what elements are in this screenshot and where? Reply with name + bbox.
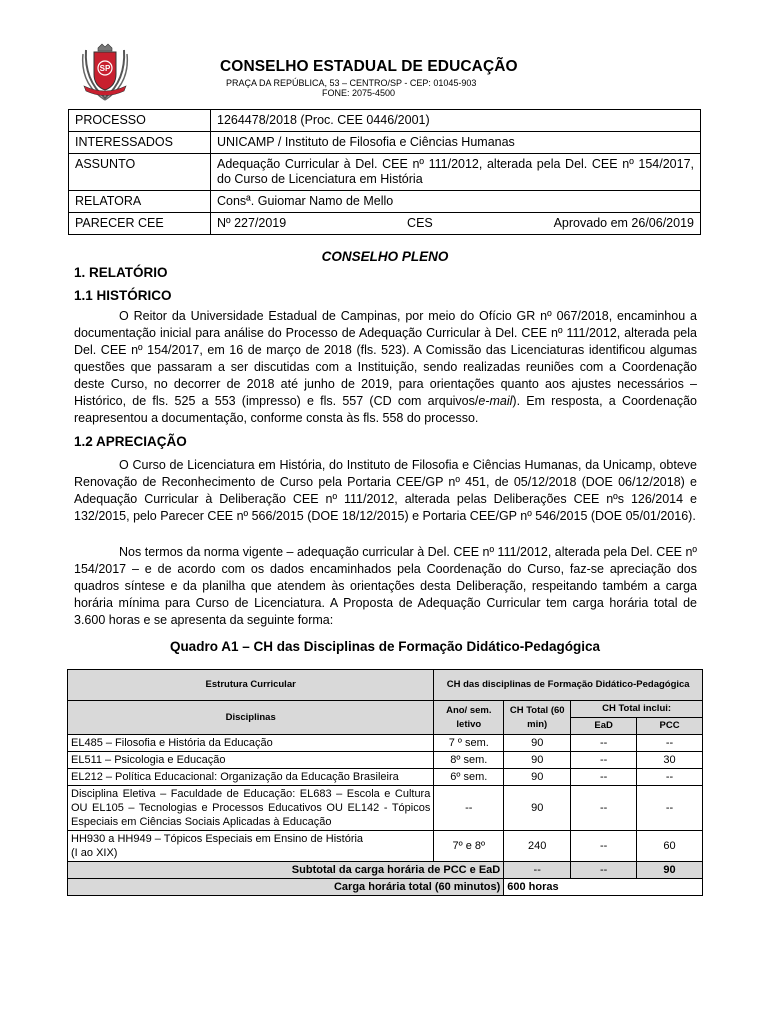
quadro-a1-title: Quadro A1 – CH das Disciplinas de Formação Didático-Pedagógica — [169, 639, 601, 654]
subtotal-label: Subtotal da carga horária de PCC e EaD — [68, 862, 504, 879]
svg-text:SP: SP — [99, 64, 111, 73]
subtotal-pcc: 90 — [637, 862, 703, 879]
table-row — [68, 769, 703, 786]
council-address: PRAÇA DA REPÚBLICA, 53 – CENTRO/SP - CEP: 01045-903 — [226, 78, 477, 88]
parecer-label: PARECER CEE — [69, 213, 211, 235]
council-phone: FONE: 2075-4500 — [322, 88, 396, 98]
disciplina-cell: Disciplina Eletiva – Faculdade de Educação: EL683 – Escola e Cultura OU EL105 – Tecnologias e Processos Educativos OU EL142 - Tópicos Especiais em Ciências Sociais Aplicadas à Educação — [68, 786, 434, 831]
relatorio-heading: 1. RELATÓRIO — [74, 265, 168, 280]
email-term: e-mail — [478, 394, 513, 408]
total-label: Carga horária total (60 minutos) — [68, 879, 504, 896]
historico-heading: 1.1 HISTÓRICO — [74, 288, 172, 303]
assunto-value: Adequação Curricular à Del. CEE nº 111/2012, alterada pela Del. CEE nº 154/2017, do Curso de Licenciatura em História — [211, 154, 701, 191]
ch-inclui-header: CH Total inclui: — [571, 701, 703, 718]
relatora-row — [69, 191, 701, 213]
ch-cell: 240 — [504, 831, 571, 862]
disciplina-cell: EL511 – Psicologia e Educação — [68, 752, 434, 769]
total-value: 600 horas — [504, 879, 703, 896]
pcc-cell: -- — [637, 735, 703, 752]
process-info-table — [68, 109, 701, 235]
parecer-number: Nº 227/2019 — [217, 216, 287, 230]
council-title: CONSELHO ESTADUAL DE EDUCAÇÃO — [220, 58, 518, 75]
sao-paulo-seal-icon — [80, 40, 130, 102]
disciplina-cell: EL485 – Filosofia e História da Educação — [68, 735, 434, 752]
estrutura-curricular-header: Estrutura Curricular — [68, 670, 434, 701]
pcc-cell: -- — [637, 786, 703, 831]
ch-cell: 90 — [504, 752, 571, 769]
disciplina-cell: HH930 a HH949 – Tópicos Especiais em Ensino de História (I ao XIX) — [68, 831, 434, 862]
table-row — [68, 831, 703, 862]
ead-cell: -- — [571, 769, 637, 786]
quadro-header-row-2 — [68, 701, 703, 718]
parecer-row — [69, 213, 701, 235]
parecer-approved: Aprovado em 26/06/2019 — [553, 216, 694, 230]
quadro-a1-table — [67, 669, 703, 896]
processo-row — [69, 110, 701, 132]
conselho-pleno-heading: CONSELHO PLENO — [321, 249, 449, 264]
relatora-label: RELATORA — [69, 191, 211, 213]
subtotal-ead: -- — [571, 862, 637, 879]
pcc-cell: 30 — [637, 752, 703, 769]
interessados-value: UNICAMP / Instituto de Filosofia e Ciências Humanas — [211, 132, 701, 154]
disciplina-cell: EL212 – Política Educacional: Organização da Educação Brasileira — [68, 769, 434, 786]
pcc-header: PCC — [637, 718, 703, 735]
ano-cell: 7º e 8º — [434, 831, 504, 862]
ead-cell: -- — [571, 831, 637, 862]
historico-paragraph: O Reitor da Universidade Estadual de Campinas, por meio do Ofício GR nº 067/2018, encaminhou a documentação inicial para análise do Processo de Adequação Curricular à Del. CEE nº 111/2012, alterada pela Del. CEE nº 154/2017, em 16 de março de 2018 (fls. 523). A Comissão das Licenciaturas identificou algumas questões que passaram a ser discutidas com a Instituição, sendo realizadas reuniões com a Coordenação deste Curso, no decorrer de 2018 até junho de 2019, para orientações quanto aos ajustes necessários – Histórico, de fls. 525 a 553 (impresso) e fls. 557 (CD com arquivos/e-mail). Em resposta, a Coordenação reapresentou a documentação, conforme consta às fls. 558 do processo. — [74, 309, 697, 425]
apreciacao-heading: 1.2 APRECIAÇÃO — [74, 434, 187, 449]
quadro-header-row-1 — [68, 670, 703, 701]
ead-header: EaD — [571, 718, 637, 735]
parecer-value — [211, 213, 701, 235]
ch-total-header: CH Total (60 min) — [504, 701, 571, 735]
subtotal-ch: -- — [504, 862, 571, 879]
interessados-row — [69, 132, 701, 154]
pcc-cell: -- — [637, 769, 703, 786]
ch-disciplinas-header: CH das disciplinas de Formação Didático-Pedagógica — [434, 670, 703, 701]
subtotal-row — [68, 862, 703, 879]
ano-cell: -- — [434, 786, 504, 831]
assunto-label: ASSUNTO — [69, 154, 211, 191]
apreciacao-paragraph-2: Nos termos da norma vigente – adequação curricular à Del. CEE nº 111/2012, alterada pela Del. CEE nº 154/2017 – e de acordo com os dados encaminhados pela Coordenação do Curso, faz-se apreciação dos quadros síntese e da planilha que atendem às orientações desta Deliberação, respeitando também a carga horária mínima para Curso de Licenciatura. A Proposta de Adequação Curricular tem carga horária total de 3.600 horas e se apresenta da seguinte forma: — [74, 545, 697, 627]
ano-sem-header: Ano/ sem. letivo — [434, 701, 504, 735]
relatora-value: Consª. Guiomar Namo de Mello — [211, 191, 701, 213]
parecer-ces: CES — [407, 216, 433, 230]
table-row — [68, 786, 703, 831]
table-row — [68, 752, 703, 769]
ch-cell: 90 — [504, 769, 571, 786]
ch-cell: 90 — [504, 786, 571, 831]
processo-value: 1264478/2018 (Proc. CEE 0446/2001) — [211, 110, 701, 132]
ead-cell: -- — [571, 786, 637, 831]
ch-cell: 90 — [504, 735, 571, 752]
assunto-row — [69, 154, 701, 191]
interessados-label: INTERESSADOS — [69, 132, 211, 154]
table-row — [68, 735, 703, 752]
ead-cell: -- — [571, 752, 637, 769]
ano-cell: 6º sem. — [434, 769, 504, 786]
disciplinas-header: Disciplinas — [68, 701, 434, 735]
processo-label: PROCESSO — [69, 110, 211, 132]
ano-cell: 7 º sem. — [434, 735, 504, 752]
apreciacao-paragraph-1: O Curso de Licenciatura em História, do Instituto de Filosofia e Ciências Humanas, da Unicamp, obteve Renovação de Reconhecimento de Curso pela Portaria CEE/GP nº 451, de 05/12/2018 (DOE 06/12/2018) e Adequação Curricular à Deliberação CEE nº 111/2012, alterada pelas Deliberações CEE nºs 126/2014 e 132/2015, pelo Parecer CEE nº 566/2015 (DOE 18/12/2015) e Portaria CEE/GP nº 546/2015 (DOE 05/01/2016). — [74, 458, 697, 523]
total-row — [68, 879, 703, 896]
ead-cell: -- — [571, 735, 637, 752]
ano-cell: 8º sem. — [434, 752, 504, 769]
pcc-cell: 60 — [637, 831, 703, 862]
